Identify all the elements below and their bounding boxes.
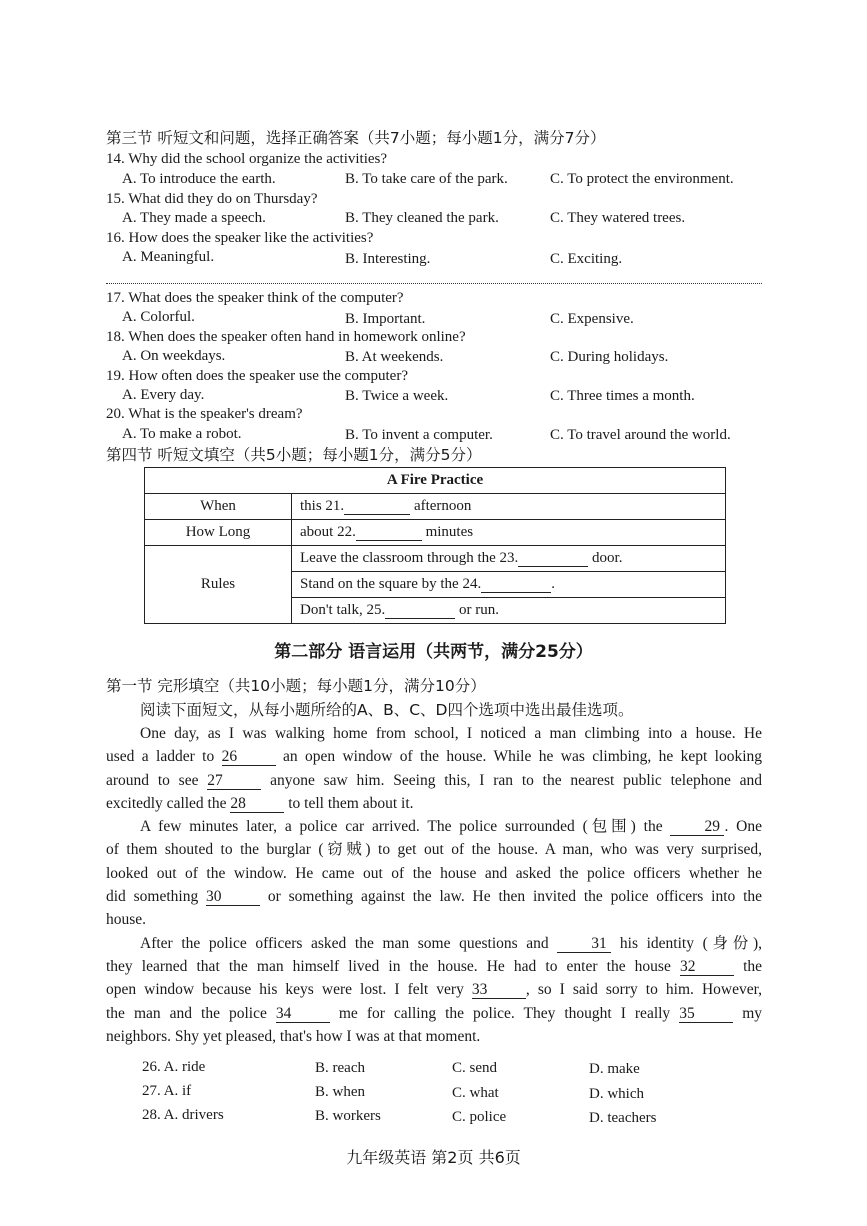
blank-35: 35	[679, 1006, 733, 1023]
blank-28: 28	[230, 796, 284, 813]
blank-30: 30	[206, 889, 260, 906]
p3-l1b: his identity (身份),	[619, 934, 763, 952]
blank-31: 31	[557, 936, 611, 953]
table-row	[145, 546, 726, 572]
option-14b: B. To take care of the park.	[345, 171, 508, 187]
option-20a: A. To make a robot.	[122, 426, 242, 442]
option-19c: C. Three times a month.	[550, 388, 695, 404]
p3-line5: neighbors. Shy yet pleased, that's how I was at that moment.	[106, 1027, 481, 1045]
question-16: 16. How does the speaker like the activities?	[106, 230, 374, 246]
option-27a: 27. A. if	[142, 1083, 192, 1099]
cloze-passage	[106, 722, 762, 1048]
p1-l2b: an open window of the house. While he was climbing, he kept looking	[282, 748, 763, 766]
p1-l4a: excitedly called the	[106, 794, 227, 812]
option-18b: B. At weekends.	[345, 349, 444, 365]
option-17a: A. Colorful.	[122, 309, 195, 325]
fire-practice-table	[144, 467, 726, 624]
option-20c: C. To travel around the world.	[550, 427, 731, 443]
p1-line1: One day, as I was walking home from school, I noticed a man climbing into a house. He	[140, 725, 762, 742]
when-text-end: afternoon	[413, 498, 472, 514]
option-14c: C. To protect the environment.	[550, 171, 734, 187]
option-17b: B. Important.	[345, 311, 426, 327]
option-15c: C. They watered trees.	[550, 210, 686, 226]
blank-34: 34	[276, 1006, 330, 1023]
option-26d: D. make	[589, 1061, 640, 1077]
p2-line5: house.	[106, 911, 147, 929]
when-label: When	[145, 494, 292, 520]
option-16c: C. Exciting.	[550, 251, 623, 267]
part2-heading: 第二部分 语言运用（共两节，满分25分）	[274, 642, 593, 662]
p2-l1b: . One	[724, 818, 762, 836]
option-16b: B. Interesting.	[345, 251, 431, 267]
option-28b: B. workers	[315, 1108, 381, 1124]
p3-l4b: me for calling the police. They thought I really	[338, 1004, 671, 1022]
p1-line4	[106, 792, 762, 815]
p3-line2	[106, 955, 762, 978]
option-19a: A. Every day.	[122, 387, 205, 403]
howlong-cell	[292, 520, 726, 546]
question-15: 15. What did they do on Thursday?	[106, 191, 318, 207]
p3-line1	[106, 932, 762, 955]
rule-2-cell	[292, 572, 726, 598]
p3-l3a: open window because his keys were lost. I felt very	[106, 981, 464, 999]
p2-line4	[106, 885, 762, 908]
dotted-divider	[106, 283, 762, 284]
blank-24	[481, 576, 551, 593]
option-20b: B. To invent a computer.	[345, 427, 493, 443]
blank-26: 26	[222, 749, 276, 766]
rule-1-text: Leave the classroom through the 23.	[300, 550, 519, 566]
rules-label: Rules	[145, 546, 292, 624]
blank-25	[385, 602, 455, 619]
p3-l4c: my	[742, 1004, 763, 1022]
option-19b: B. Twice a week.	[345, 388, 449, 404]
p3-line3	[106, 978, 762, 1001]
when-cell	[292, 494, 726, 520]
howlong-label: How Long	[145, 520, 292, 546]
page-footer: 九年级英语 第2页 共6页	[346, 1148, 521, 1167]
p3-line4	[106, 1002, 762, 1025]
option-18c: C. During holidays.	[550, 349, 669, 365]
table-row	[145, 468, 726, 494]
option-27c: C. what	[452, 1085, 499, 1101]
p1-line2	[106, 745, 762, 768]
question-14: 14. Why did the school organize the activities?	[106, 151, 388, 167]
option-17c: C. Expensive.	[550, 311, 634, 327]
option-15a: A. They made a speech.	[122, 210, 266, 226]
question-19: 19. How often does the speaker use the computer?	[106, 368, 408, 384]
section3-heading: 第三节 听短文和问题，选择正确答案（共7小题；每小题1分，满分7分）	[106, 129, 606, 147]
rule-3-cell	[292, 598, 726, 624]
p2-line3: looked out of the window. He came out of the house and asked the police officers whether he	[106, 864, 762, 882]
section4-heading: 第四节 听短文填空（共5小题；每小题1分，满分5分）	[106, 446, 482, 464]
blank-21	[344, 498, 410, 515]
cloze-instruction: 阅读下面短文，从每小题所给的A、B、C、D四个选项中选出最佳选项。	[140, 701, 634, 719]
p3-l2a: they learned that the man himself lived in the house. He had to enter the house	[106, 957, 671, 975]
when-text: this 21.	[300, 498, 345, 514]
p1-l3b: anyone saw him. Seeing this, I ran to the nearest public telephone and	[270, 771, 763, 789]
rule-3-text-end: or run.	[458, 602, 499, 618]
option-18a: A. On weekdays.	[122, 348, 226, 364]
option-15b: B. They cleaned the park.	[345, 210, 499, 226]
p2-line2: of them shouted to the burglar (窃贼) to get out of the house. A man, who was very surprised,	[106, 841, 762, 859]
p3-l3b: , so I said sorry to him. However,	[525, 981, 763, 999]
option-27d: D. which	[589, 1086, 644, 1102]
question-18: 18. When does the speaker often hand in homework online?	[106, 329, 466, 345]
cloze-heading: 第一节 完形填空（共10小题；每小题1分，满分10分）	[106, 677, 486, 695]
p2-l1a: A few minutes later, a police car arrived. The police surrounded (包围) the	[140, 818, 663, 836]
table-row	[145, 494, 726, 520]
rule-2-text-end: .	[551, 576, 555, 592]
blank-27: 27	[207, 773, 261, 790]
blank-29: 29	[670, 819, 724, 836]
p1-line3	[106, 769, 762, 792]
p1-l4b: to tell them about it.	[288, 794, 414, 812]
option-26a: 26. A. ride	[142, 1059, 206, 1075]
blank-23	[518, 550, 588, 567]
p3-l1a: After the police officers asked the man some questions and	[140, 934, 549, 952]
option-16a: A. Meaningful.	[122, 249, 215, 265]
p2-line1	[106, 815, 762, 838]
p3-l4a: the man and the police	[106, 1004, 267, 1022]
option-27b: B. when	[315, 1084, 365, 1100]
rule-3-text: Don't talk, 25.	[300, 602, 386, 618]
p1-l2a: used a ladder to	[106, 748, 215, 766]
option-26c: C. send	[452, 1060, 497, 1076]
blank-22	[356, 524, 422, 541]
option-28c: C. police	[452, 1109, 507, 1125]
p3-l2b: the	[743, 957, 762, 975]
rule-2-text: Stand on the square by the 24.	[300, 576, 482, 592]
p1-l3a: around to see	[106, 771, 199, 789]
option-28a: 28. A. drivers	[142, 1107, 224, 1123]
table-row	[145, 520, 726, 546]
p2-l4b: or something against the law. He then invited the police officers into the	[267, 888, 763, 906]
option-14a: A. To introduce the earth.	[122, 171, 276, 187]
table-title: A Fire Practice	[145, 468, 726, 494]
question-20: 20. What is the speaker's dream?	[106, 406, 303, 422]
rule-1-cell	[292, 546, 726, 572]
howlong-text: about 22.	[300, 524, 356, 540]
blank-33: 33	[472, 982, 526, 999]
p2-l4a: did something	[106, 888, 199, 906]
option-28d: D. teachers	[589, 1110, 657, 1126]
option-26b: B. reach	[315, 1060, 365, 1076]
blank-32: 32	[680, 959, 734, 976]
rule-1-text-end: door.	[592, 550, 623, 566]
howlong-text-end: minutes	[425, 524, 474, 540]
question-17: 17. What does the speaker think of the computer?	[106, 290, 404, 306]
